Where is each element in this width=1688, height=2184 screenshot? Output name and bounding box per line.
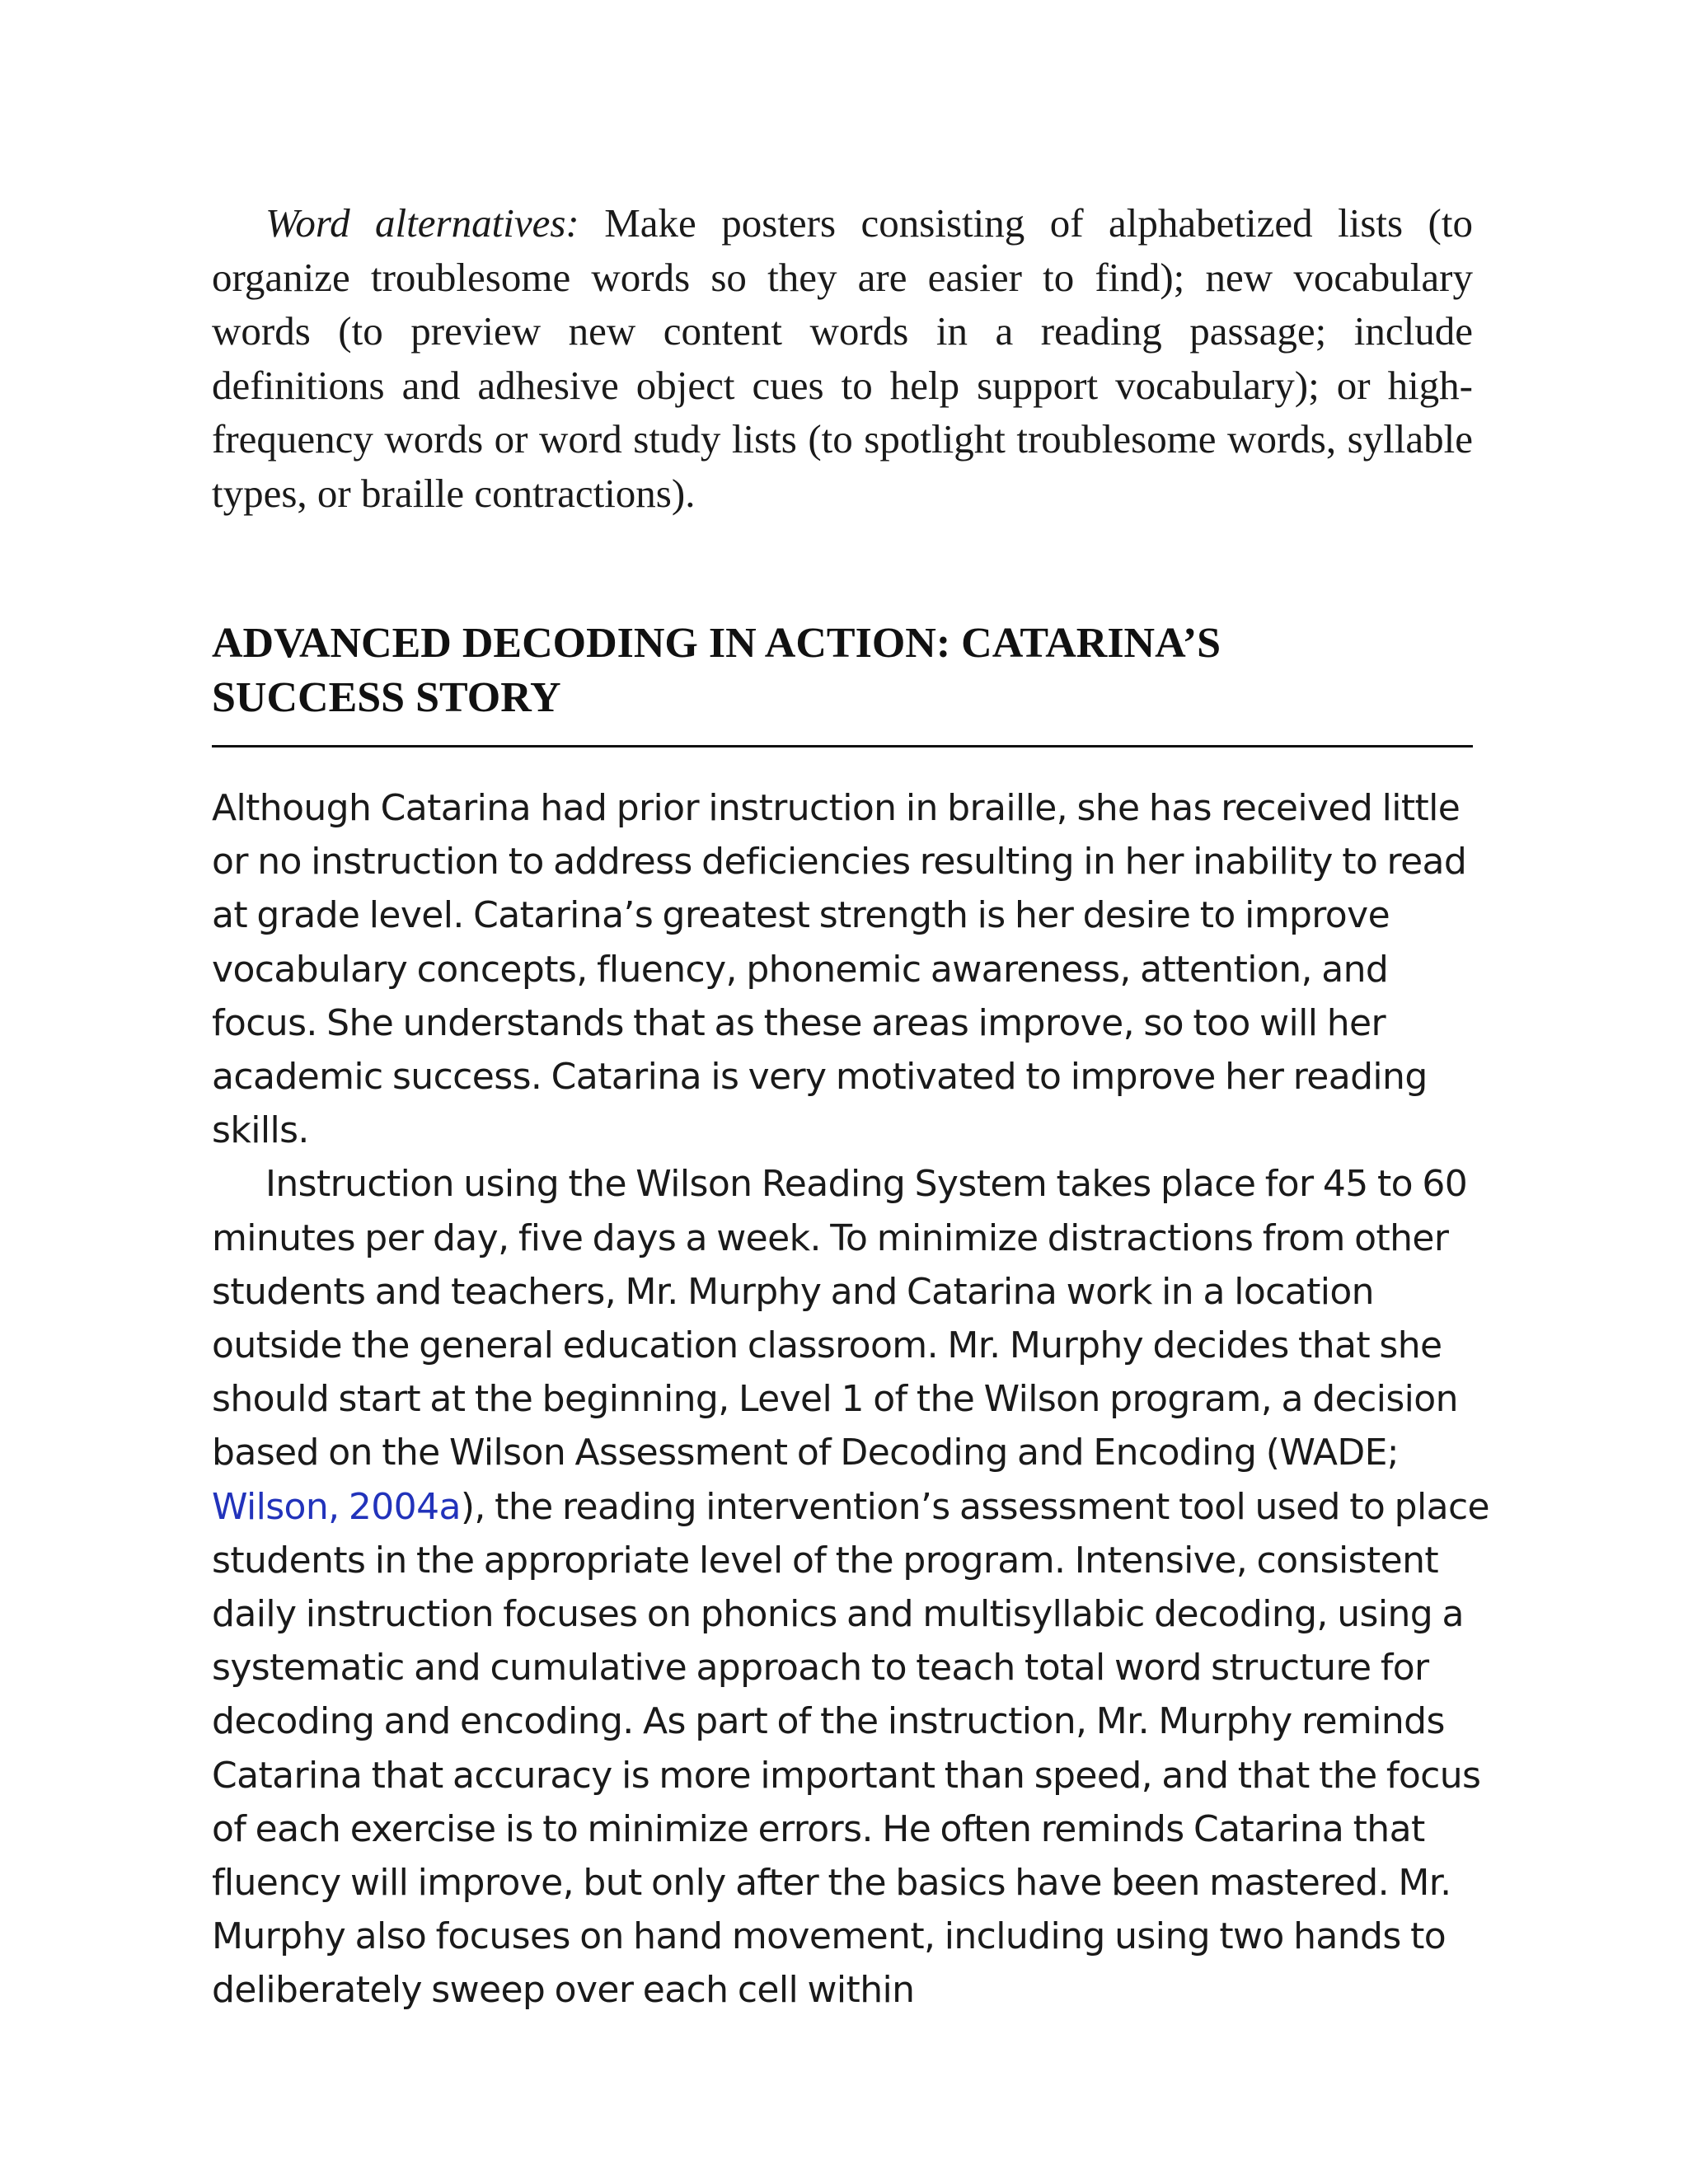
section-heading-line2: SUCCESS STORY [212,674,561,721]
section-heading-line1: ADVANCED DECODING IN ACTION: CATARINA’S [212,620,1221,667]
body-paragraph-2 [212,1157,1489,2017]
body-paragraph-2-end: ), the reading intervention’s assessment tool used to place students in the appropriate level of the program. Intensive, consistent daily instruction focuses on phonics and multisyllabic decoding, using a systematic and cumulative approach to teach total word structure for decoding and encoding. As part of the instruction, Mr. Murphy reminds Catarina that accuracy is more important than speed, and that the focus of each exercise is to minimize errors. He often reminds Catarina that fluency will improve, but only after the basics have been mastered. Mr. Murphy also focuses on hand movement, including using two hands to deliberately sweep over each cell within [212,1485,1490,2012]
section-divider [212,745,1473,748]
word-alternatives-text: Make posters consisting of alphabetized lists (to organize troublesome words so they are easier to find); new vocabulary words (to preview new content words in a reading passage; include definitions and adhesive object cues to help support vocabulary); or high-frequency words or word study lists (to spotlight troublesome words, syllable types, or braille contractions). [212,200,1473,516]
word-alternatives-paragraph [212,196,1473,520]
citation-link-wilson-2004a[interactable]: Wilson, 2004a [212,1485,461,1528]
body-paragraph-1: Although Catarina had prior instruction in braille, she has received little or no instruction to address deficiencies resulting in her inability to read at grade level. Catarina’s greatest strength is her desire to improve vocabulary concepts, fluency, phonemic awareness, attention, and focus. She understands that as these areas improve, so too will her academic success. Catarina is very motivated to improve her reading skills. [212,787,1467,1152]
body-text [212,781,1489,2018]
word-alternatives-lead: Word alternatives: [265,200,579,246]
section-heading [212,616,1473,725]
body-paragraph-2-start: Instruction using the Wilson Reading System takes place for 45 to 60 minutes per day, five days a week. To minimize distractions from other students and teachers, Mr. Murphy and Catarina work in a location outside the general education classroom. Mr. Murphy decides that she should start at the beginning, Level 1 of the Wilson program, a decision based on the Wilson Assessment of Decoding and Encoding (WADE; [212,1163,1468,1474]
document-page [212,196,1490,2012]
